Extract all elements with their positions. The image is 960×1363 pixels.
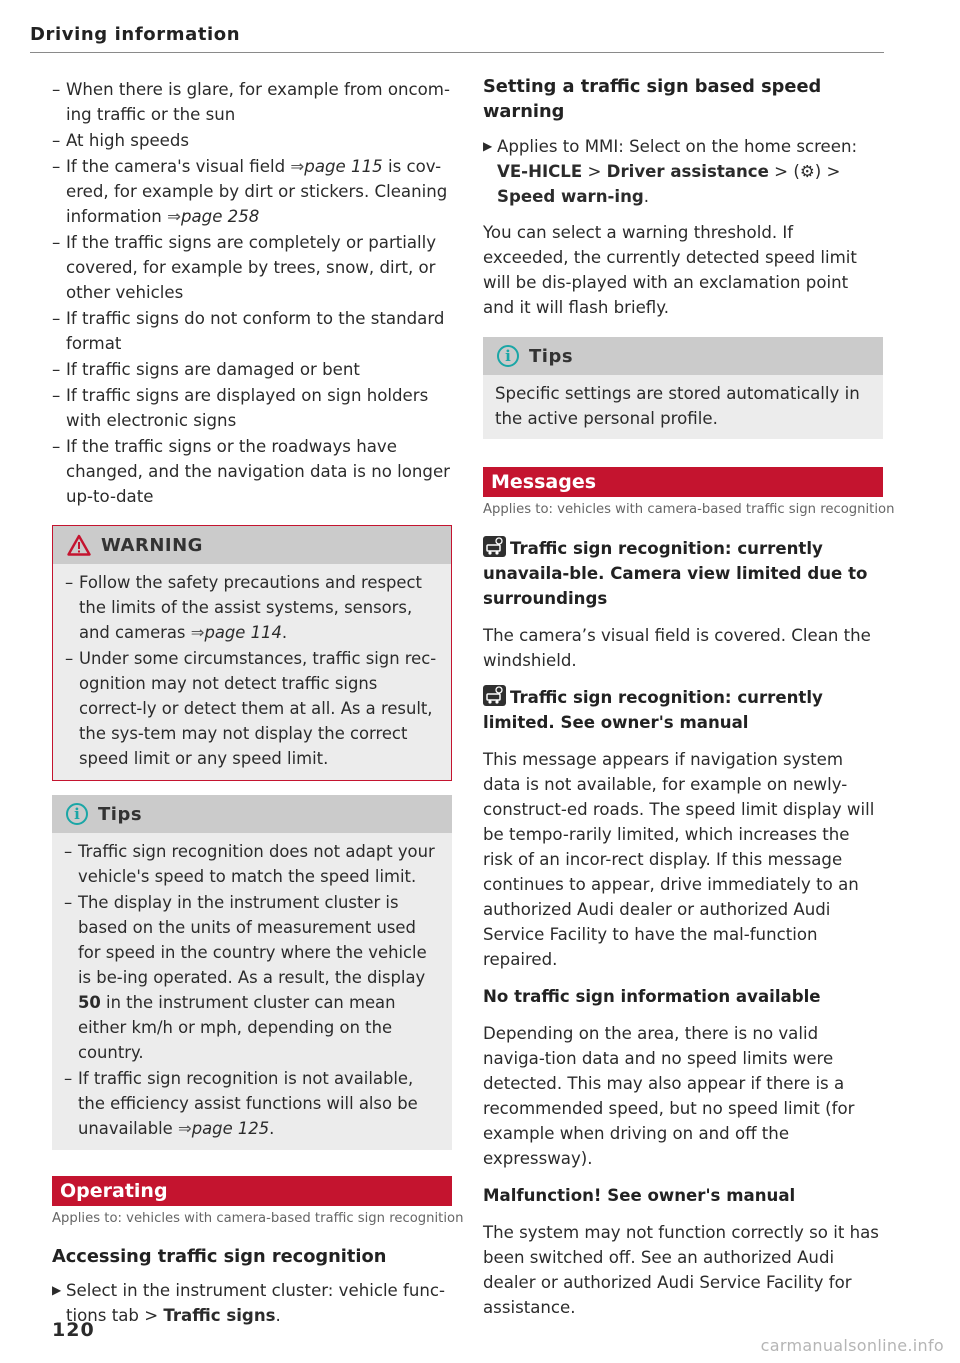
tips-label: Tips bbox=[529, 345, 574, 367]
message-body: The system may not function correctly so it has been switched off. See an authorized Audi dealer or authorized Audi Service Facility for assistance. bbox=[483, 1223, 879, 1317]
left-column bbox=[52, 74, 464, 1328]
list-item: – At high speeds bbox=[52, 128, 452, 153]
operating-applies-note: Applies to: vehicles with camera-based traffic sign recognition bbox=[52, 1211, 464, 1226]
message-body: Depending on the area, there is no valid naviga-tion data and no speed limits were detected. This may also appear if there is a recommended speed, but no speed limit (for example when driving on and off the expressway). bbox=[483, 1024, 855, 1168]
tips-text: Specific settings are stored automatically in the active personal profile. bbox=[495, 384, 860, 428]
list-item: – When there is glare, for example from oncom-ing traffic or the sun bbox=[52, 77, 452, 127]
info-icon: i bbox=[497, 345, 519, 367]
accessing-step: ▶ Select in the instrument cluster: vehicle func-tions tab > Traffic signs. bbox=[52, 1278, 452, 1328]
speed-warning-description: You can select a warning threshold. If exceeded, the currently detected speed limit will be dis-played with an exclamation point and it will flash briefly. bbox=[483, 223, 857, 317]
tips-header bbox=[52, 795, 452, 833]
header-divider bbox=[30, 52, 884, 53]
page-reference-link[interactable]: page 115 bbox=[304, 157, 383, 176]
list-item: – If the traffic signs are completely or partially covered, for example by trees, snow, dirt, or other vehicles bbox=[52, 230, 452, 305]
list-item: – If traffic sign recognition is not available, the efficiency assist functions will also be unavailable ⇒page 125. bbox=[64, 1066, 440, 1141]
messages-section bbox=[483, 467, 895, 1320]
tips-box-right bbox=[483, 337, 883, 439]
arrow-icon: ⇒ bbox=[167, 207, 181, 226]
warning-box bbox=[52, 525, 452, 781]
message-heading: Traffic sign recognition: currently unavaila-ble. Camera view limited due to surroundings bbox=[483, 536, 883, 611]
messages-section-title: Messages bbox=[483, 467, 883, 497]
speed-warning-subheading: Setting a traffic sign based speed warning bbox=[483, 76, 822, 122]
traffic-sign-camera-icon bbox=[483, 685, 506, 706]
warning-label: WARNING bbox=[101, 534, 203, 556]
info-icon: i bbox=[66, 803, 88, 825]
list-item: – If the traffic signs or the roadways have changed, and the navigation data is no longer up-to-date bbox=[52, 434, 452, 509]
tips-body bbox=[483, 375, 883, 439]
right-column bbox=[483, 74, 895, 1320]
arrow-icon: ⇒ bbox=[190, 623, 205, 642]
list-item: – Under some circumstances, traffic sign rec-ognition may not detect traffic signs correct-ly or detect them at all. As a result, the sys-tem may not display the correct speed limit or any speed limit. bbox=[65, 646, 439, 771]
page-number: 120 bbox=[52, 1319, 95, 1341]
traffic-sign-camera-icon bbox=[483, 536, 506, 557]
page-reference-link[interactable]: page 258 bbox=[180, 207, 260, 226]
settings-gear-icon: ⚙ bbox=[799, 162, 815, 181]
page-header-title: Driving information bbox=[30, 24, 241, 45]
list-item: – The display in the instrument cluster is based on the units of measurement used for speed in the country where the vehicle is be-ing operated. As a result, the display 50 in the instrument cluster can mean either km/h or mph, depending on the country. bbox=[64, 890, 440, 1065]
message-heading: No traffic sign information available bbox=[483, 987, 821, 1006]
tips-body bbox=[52, 833, 452, 1150]
messages-applies-note: Applies to: vehicles with camera-based traffic sign recognition bbox=[483, 502, 895, 517]
step-arrow-icon: ▶ bbox=[52, 1283, 62, 1297]
list-item: – If the camera's visual field ⇒page 115 is cov-ered, for example by dirt or stickers. Cleaning information ⇒page 258 bbox=[52, 154, 452, 229]
accessing-subheading: Accessing traffic sign recognition bbox=[52, 1246, 387, 1267]
warning-header bbox=[53, 526, 451, 564]
operating-section bbox=[52, 1176, 464, 1328]
tips-box bbox=[52, 795, 452, 1150]
arrow-icon: ⇒ bbox=[177, 1119, 192, 1138]
warning-triangle-icon bbox=[67, 534, 91, 556]
message-body: This message appears if navigation system data is not available, for example on newly-construct-ed roads. The speed limit display will be tempo-rarily limited, which increases the risk of an incor-rect display. If this message continues to appear, drive immediately to an authorized Audi dealer or authorized Audi Service Facility to have the mal-function repaired. bbox=[483, 750, 875, 969]
operating-section-title: Operating bbox=[52, 1176, 452, 1206]
tips-label: Tips bbox=[98, 803, 143, 825]
message-heading: Malfunction! See owner's manual bbox=[483, 1186, 796, 1205]
warning-body bbox=[53, 564, 451, 780]
arrow-icon: ⇒ bbox=[290, 157, 305, 176]
tips-header bbox=[483, 337, 883, 375]
list-item: – If traffic signs do not conform to the standard format bbox=[52, 306, 452, 356]
speed-warning-step: ▶ Applies to MMI: Select on the home screen: VE-HICLE > Driver assistance > (⚙) > Speed warn-ing. bbox=[483, 134, 883, 209]
watermark: carmanualsonline.info bbox=[760, 1336, 944, 1355]
step-arrow-icon: ▶ bbox=[483, 139, 493, 153]
page-reference-link[interactable]: page 125 bbox=[191, 1119, 270, 1138]
page-reference-link[interactable]: page 114 bbox=[204, 623, 282, 642]
conditions-list bbox=[52, 77, 452, 509]
message-body: The camera’s visual field is covered. Clean the windshield. bbox=[483, 626, 871, 670]
message-heading: Traffic sign recognition: currently limited. See owner's manual bbox=[483, 685, 883, 735]
list-item: – Traffic sign recognition does not adapt your vehicle's speed to match the speed limit. bbox=[64, 839, 440, 889]
list-item: – Follow the safety precautions and respect the limits of the assist systems, sensors, and cameras ⇒page 114. bbox=[65, 570, 439, 645]
list-item: – If traffic signs are displayed on sign holders with electronic signs bbox=[52, 383, 452, 433]
list-item: – If traffic signs are damaged or bent bbox=[52, 357, 452, 382]
